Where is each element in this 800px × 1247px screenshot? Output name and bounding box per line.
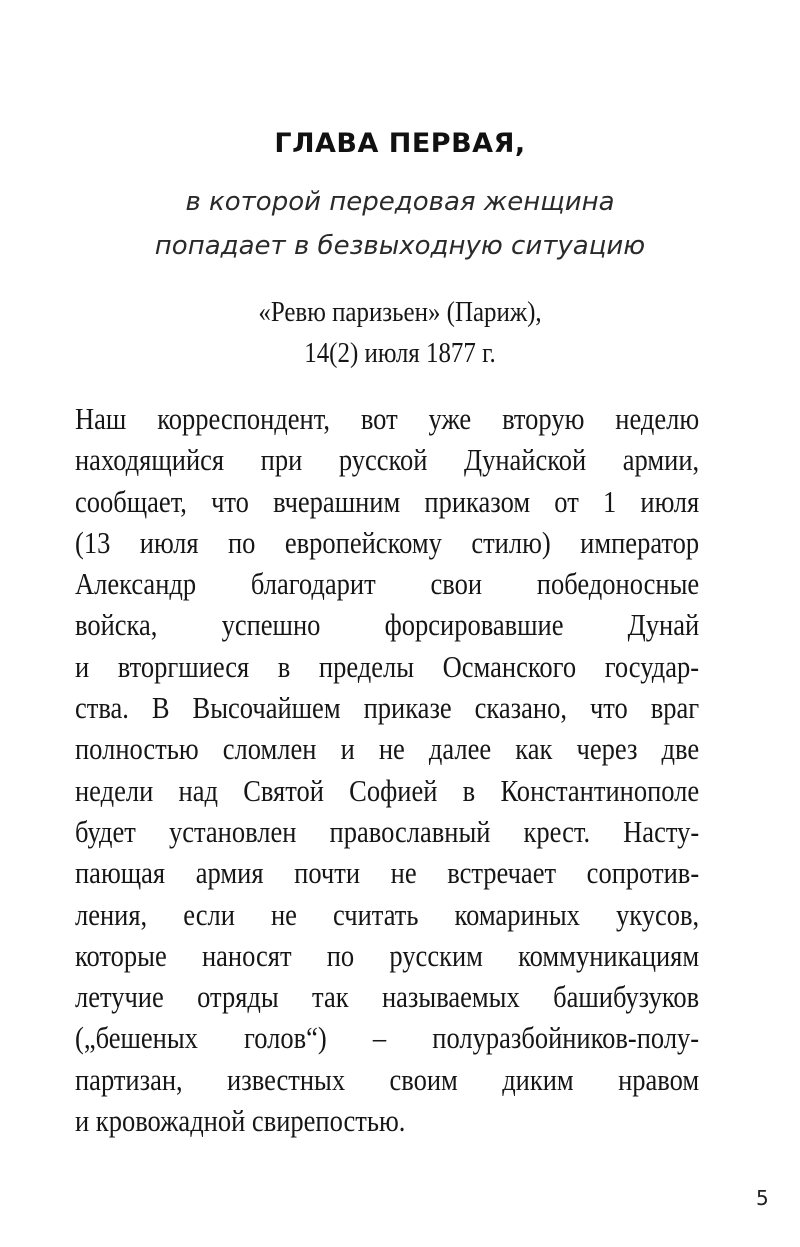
text-line: и вторгшиеся в пределы Османского государ- (75, 648, 700, 684)
text-line: партизан, известных своим диким нравом (75, 1061, 700, 1097)
text-line: войска, успешно форсировавшие Дунай (75, 607, 700, 643)
chapter-title: ГЛАВА ПЕРВАЯ, (274, 128, 526, 159)
text-line: будет установлен православный крест. Насту- (75, 813, 700, 849)
text-line: и кровожадной свирепостью. (75, 1103, 406, 1139)
text-line: которые наносят по русским коммуникациям (75, 937, 700, 973)
text-line: недели над Святой Софией в Константинополе (75, 772, 700, 808)
text-line: Александр благодарит свои победоносные (75, 566, 700, 602)
dateline-source: «Ревю паризьен» (Париж), (258, 296, 542, 328)
text-line: сообщает, что вчерашним приказом от 1 июля (75, 483, 700, 519)
text-line: ления, если не считать комариных укусов, (75, 896, 700, 932)
chapter-subtitle-line: в которой передовая женщина (185, 187, 615, 217)
chapter-subtitle-line: попадает в безвыходную ситуацию (154, 231, 646, 261)
dateline-date: 14(2) июля 1877 г. (304, 337, 496, 369)
text-line: (13 июля по европейскому стилю) император (75, 524, 700, 560)
text-line: („бешеных голов“) – полуразбойников-полу- (75, 1020, 700, 1056)
text-line: Наш корреспондент, вот уже вторую неделю (75, 401, 700, 436)
text-line: ства. В Высочайшем приказе сказано, что враг (75, 690, 700, 726)
text-line: находящийся при русской Дунайской армии, (75, 442, 700, 478)
page-number: 5 (756, 1186, 769, 1210)
newspaper-dateline (56, 292, 744, 374)
body-paragraph (75, 398, 699, 1141)
chapter-subtitle (0, 180, 800, 268)
text-line: летучие отряды так называемых башибузуков (75, 979, 700, 1015)
text-line: пающая армия почти не встречает сопротив- (75, 855, 700, 891)
text-line: полностью сломлен и не далее как через две (75, 731, 700, 767)
